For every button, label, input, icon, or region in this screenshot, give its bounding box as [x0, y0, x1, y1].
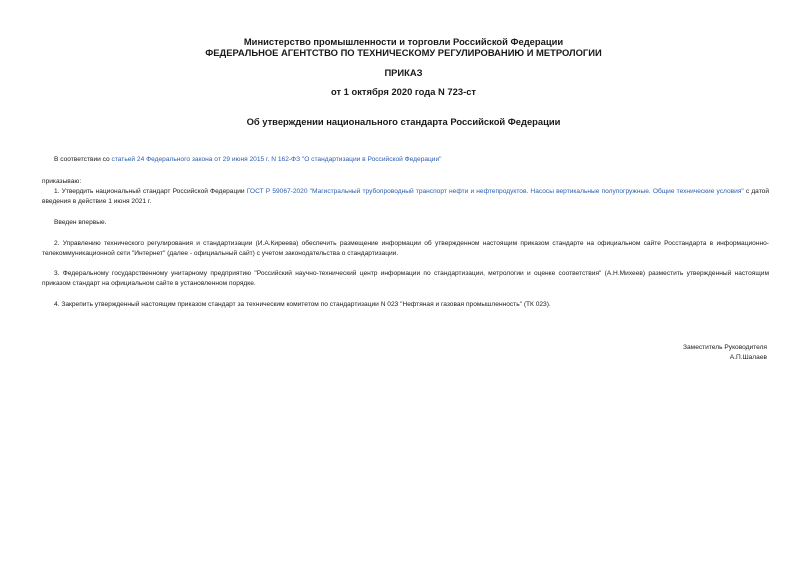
preamble-prefix: В соответствии со [54, 156, 112, 163]
item-4-paragraph: 4. Закрепить утвержденный настоящим приказом стандарт за техническим комитетом по стандартизации N 023 "Нефтяная и газовая промышленность" (ТК 023). [54, 301, 551, 308]
ministry-name: Министерство промышленности и торговли Российской Федерации [243, 36, 564, 47]
first-time-note: Введен впервые. [54, 219, 107, 226]
item-3-paragraph: 3. Федеральному государственному унитарному предприятию "Российский научно-технический центр информации по стандартизации, метрологии и оценке соответствия" (А.Н.Михеев) разместить утвержденный настоящим приказом стандарт на официальном сайте в установленном порядке. [42, 270, 769, 287]
signature-position: Заместитель Руководителя [683, 344, 767, 351]
item-1-prefix: 1. Утвердить национальный стандарт Российской Федерации [54, 188, 247, 195]
standard-link[interactable]: ГОСТ Р 59067-2020 "Магистральный трубопроводный транспорт нефти и нефтепродуктов. Насосы вертикальные полупогружные. Общие технические условия" [246, 188, 744, 195]
signature-name: А.П.Шалаев [729, 354, 767, 361]
item-1-paragraph [42, 187, 769, 206]
law-link[interactable]: статьей 24 Федерального закона от 29 июня 2015 г. N 162-ФЗ "О стандартизации в Российской Федерации" [111, 156, 442, 163]
item-2-paragraph: 2. Управлению технического регулирования и стандартизации (И.А.Киреева) обеспечить размещение информации об утвержденном настоящим приказом стандарте на официальном сайте Росстандарта в информационно-телекоммуникационной сети "Интернет" (далее - официальный сайт) с учетом законодательства о стандартизации. [42, 240, 769, 257]
document-type: ПРИКАЗ [384, 67, 423, 78]
order-word: приказываю: [42, 178, 82, 185]
preamble-paragraph [42, 155, 769, 165]
document-title: Об утверждении национального стандарта Российской Федерации [246, 116, 561, 127]
document-date-number: от 1 октября 2020 года N 723-ст [330, 86, 476, 97]
agency-name: ФЕДЕРАЛЬНОЕ АГЕНТСТВО ПО ТЕХНИЧЕСКОМУ РЕГУЛИРОВАНИЮ И МЕТРОЛОГИИ [205, 47, 602, 58]
item-1-suffix: с датой введения в действие 1 июня 2021 г. [42, 188, 769, 205]
